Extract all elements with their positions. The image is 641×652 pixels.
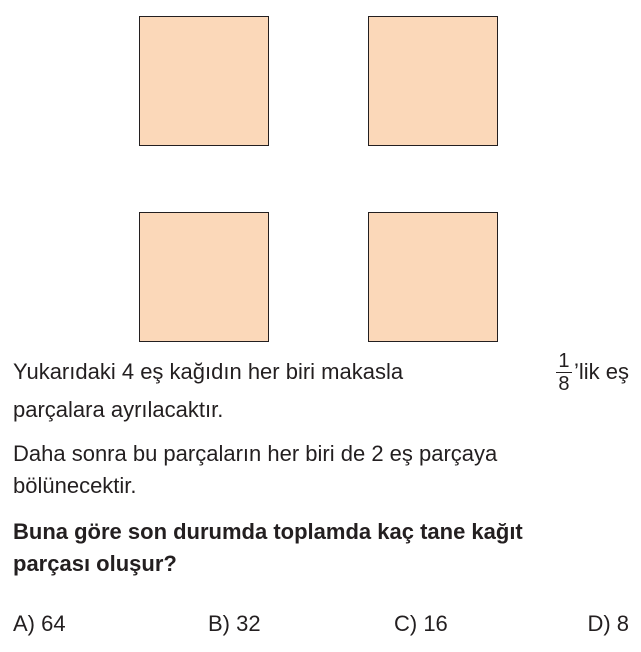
question-prompt-line-1: Buna göre son durumda toplamda kaç tane kağıt [13, 519, 523, 544]
fraction-denominator: 8 [558, 372, 570, 395]
paragraph-2-line-2: bölünecektir. [13, 473, 137, 498]
paper-square-4 [368, 212, 498, 342]
question-prompt [13, 516, 629, 580]
fraction-one-eighth [556, 351, 572, 394]
paper-square-2 [368, 16, 498, 146]
answer-option-b[interactable]: B) 32 [208, 611, 261, 636]
paragraph-1-text-end: ’lik eş [573, 359, 629, 384]
answer-option-c[interactable]: C) 16 [394, 611, 448, 636]
question-paragraph-2 [13, 438, 629, 502]
fraction-numerator: 1 [558, 349, 570, 372]
answer-options [13, 608, 629, 640]
paper-square-3 [139, 212, 269, 342]
paragraph-1-line-2: parçalara ayrılacaktır. [13, 397, 224, 422]
question-paragraph-1 [13, 350, 629, 426]
paragraph-1-text-start: Yukarıdaki 4 eş kağıdın her biri makasla [13, 359, 404, 384]
paper-square-1 [139, 16, 269, 146]
paragraph-2-line-1: Daha sonra bu parçaların her biri de 2 eş parçaya [13, 441, 498, 466]
answer-option-d[interactable]: D) 8 [587, 611, 629, 636]
paragraph-1-line-1 [13, 350, 629, 394]
question-prompt-line-2: parçası oluşur? [13, 551, 177, 576]
answer-option-a[interactable]: A) 64 [13, 611, 66, 636]
fraction-group [550, 351, 629, 394]
